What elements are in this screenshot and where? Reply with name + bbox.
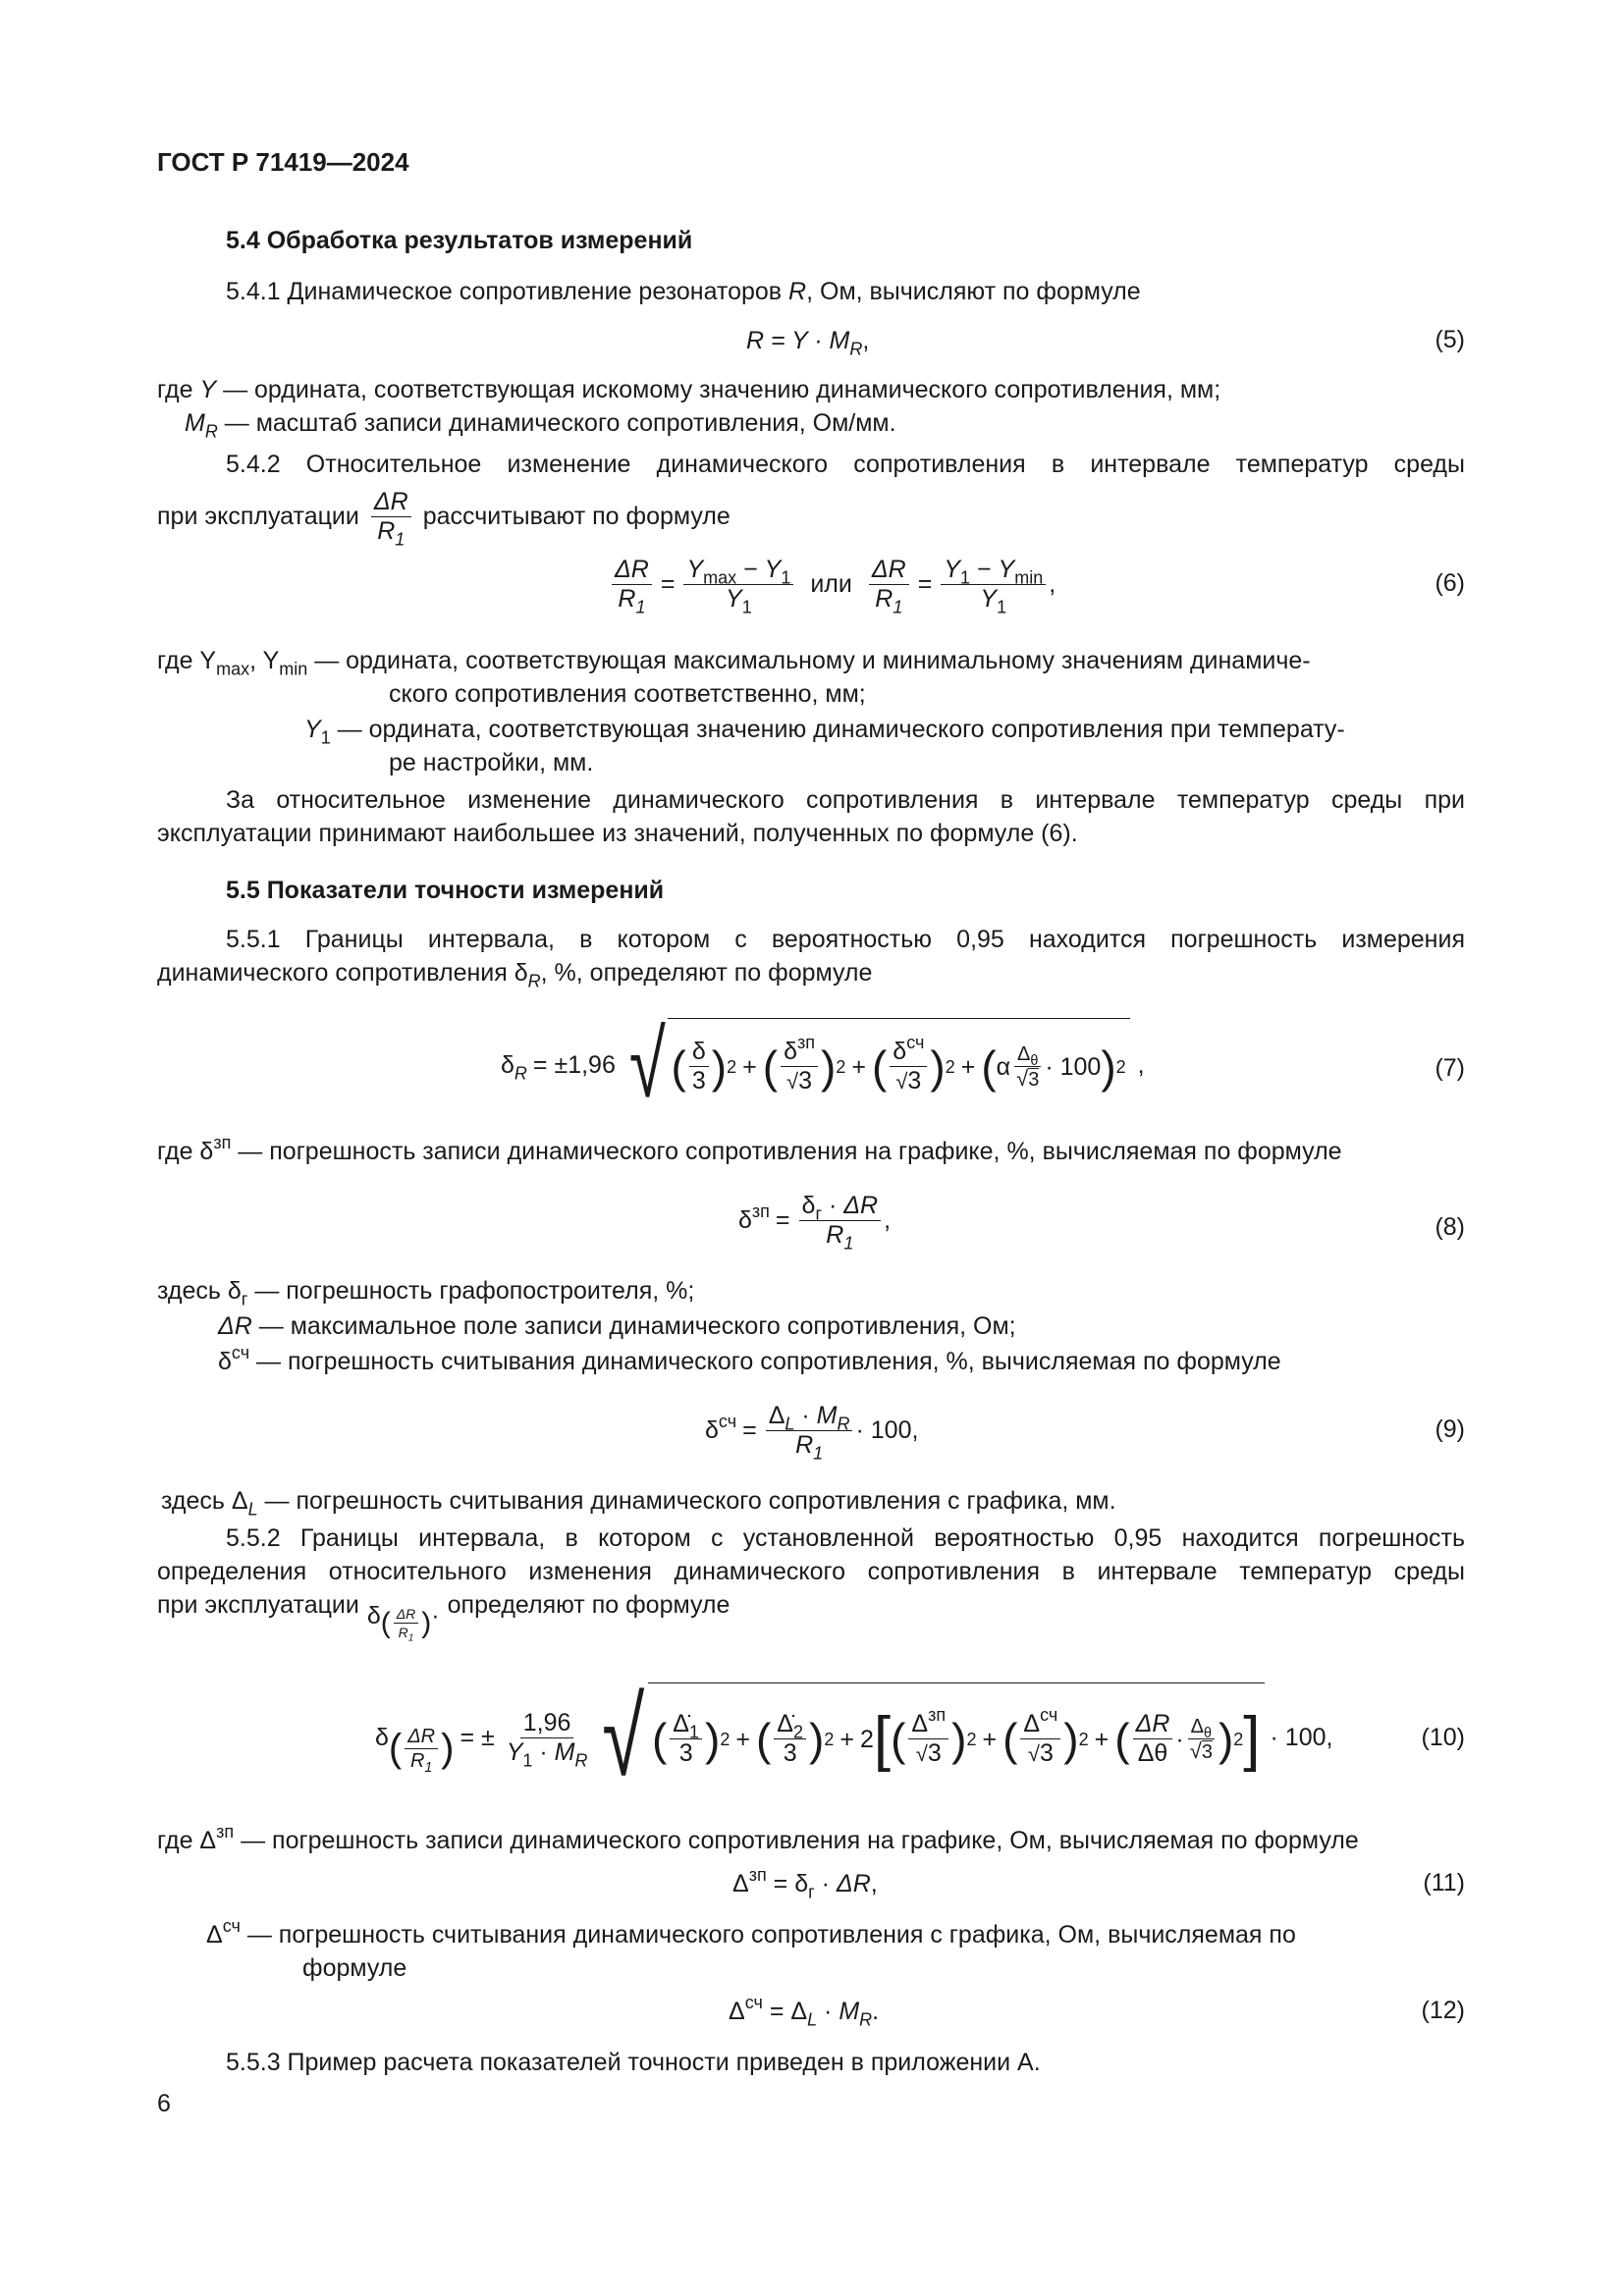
para-5-5-2-line2: определения относительного изменения динамического сопротивления в интервале температур среды (157, 1558, 1465, 1585)
para-5-4-2-line1: 5.4.2 Относительное изменение динамического сопротивления в интервале температур среды (226, 451, 1465, 478)
here-9-dl: здесь $\Delta_L$ — погрешность считывания динамического сопротивления с графика, мм. (161, 1487, 1116, 1520)
where-6-ymax-line1: где $Y_{max}$, $Y_{min}$ — ордината, соответствующая максимальному и минимальному значениям динамиче- (157, 647, 1311, 679)
page-number: 6 (157, 2090, 171, 2117)
where-6-y1-line2: ре настройки, мм. (389, 749, 594, 776)
where-7-dzp: где $\delta^{зп}$ — погрешность записи динамического сопротивления на графике, %, вычисляемая по формуле (157, 1133, 1342, 1165)
where-10-dsch-line1: $\Delta^{сч}$ — погрешность считывания динамического сопротивления с графика, Ом, вычисляемая по (206, 1916, 1296, 1949)
formula-5: $R = Y \cdot M_R$, (746, 327, 870, 359)
para-5-4-1: 5.4.1 Динамическое сопротивление резонаторов R, Ом, вычисляют по формуле (226, 278, 1141, 305)
para-5-5-2-line1: 5.5.2 Границы интервала, в котором с установленной вероятностью 0,95 находится погрешность (226, 1524, 1465, 1552)
para-5-4-2-line2: при эксплуатации $\frac{\Delta R}{R_1}$ рассчитывают по формуле (157, 487, 731, 549)
doc-header-code: ГОСТ Р 71419—2024 (157, 147, 409, 177)
where-6-y1-line1: $Y_1$ — ордината, соответствующая значению динамического сопротивления при температу- (304, 716, 1345, 748)
where-5-y: где Y — ордината, соответствующая искомому значению динамического сопротивления, мм; (157, 376, 1221, 403)
para-5-5-3: 5.5.3 Пример расчета показателей точности приведен в приложении А. (226, 2049, 1041, 2076)
section-5-5-title: 5.5 Показатели точности измерений (226, 877, 665, 904)
para-za-line2: эксплуатации принимают наибольшее из значений, полученных по формуле (6). (157, 820, 1078, 847)
para-5-5-1-line2: динамического сопротивления $\delta_R$, %, определяют по формуле (157, 959, 873, 991)
formula-11: $\Delta^{зп} = \delta_г \cdot \Delta R$, (732, 1865, 878, 1902)
formula-9-number: (9) (1435, 1415, 1465, 1443)
formula-5-number: (5) (1435, 326, 1465, 353)
para-5-5-2-line3: при эксплуатации δ ( $\frac{\Delta R}{R_1}$ ) · определяют по формуле (157, 1591, 731, 1644)
formula-11-number: (11) (1423, 1869, 1465, 1896)
section-5-4-title: 5.4 Обработка результатов измерений (226, 227, 693, 254)
where-10-dsch-line2: формуле (302, 1954, 407, 1982)
frac-dr-r1: $\frac{\Delta R}{R_1}$ (371, 489, 411, 545)
formula-10-number: (10) (1421, 1724, 1465, 1751)
para-za-line1: За относительное изменение динамического сопротивления в интервале температур среды при (226, 786, 1465, 814)
where-5-mr: $M_R$ — масштаб записи динамического сопротивления, Ом/мм. (185, 409, 896, 442)
where-6-ymax-line2: ского сопротивления соответственно, мм; (389, 680, 866, 708)
formula-8: $\delta^{зп}$ = $\frac{\delta_г \cdot \Delta R}{R_1}$ , (738, 1191, 892, 1253)
formula-7-number: (7) (1435, 1054, 1465, 1082)
formula-9: $\delta^{сч}$ = $\frac{\Delta_L \cdot M_R}{R_1}$ · 100, (705, 1401, 919, 1463)
here-8-dg: здесь $\delta_г$ — погрешность графопостроителя, %; (157, 1277, 695, 1309)
formula-10: δ ( $\frac{\Delta R}{R_1}$ ) = ± $\frac{1,96}{Y_1 \cdot M_R}$ √ ( $\frac{\Deltȧ_1}{3}$ ) 2 + ( $\frac{\Deltȧ_2}{3}$ ) 2 + 2 [ ( $\frac{\Delta^{зп}}{√3}$ ) 2 + ( $\frac{\Delta^{сч}}{√3}$ ) 2 + ( $\frac{\Delta R}{\Delta\theta}$ · $\frac{\Delta_\theta}{√3}$ ) 2 ] · 100, (375, 1676, 1333, 1798)
where-10-dzp: где $\Delta^{зп}$ — погрешность записи динамического сопротивления на графике, Ом, вычисляемая по формуле (157, 1822, 1359, 1854)
formula-12-number: (12) (1421, 1997, 1465, 2024)
here-8-dsch: $\delta^{сч}$ — погрешность считывания динамического сопротивления, %, вычисляемая по формуле (218, 1343, 1281, 1375)
formula-6-number: (6) (1435, 569, 1465, 597)
here-8-dr: ΔR — максимальное поле записи динамического сопротивления, Ом; (218, 1312, 1016, 1340)
formula-12: $\Delta^{сч} = \Delta_L \cdot M_R$. (729, 1993, 880, 2030)
formula-6: $\frac{\Delta R}{R_1}$ = $\frac{Y_{max} - Y_1}{Y_1}$ или $\frac{\Delta R}{R_1}$ = $\frac{Y_1 - Y_{min}}{Y_1}$ , (609, 550, 1056, 618)
formula-8-number: (8) (1435, 1213, 1465, 1241)
formula-7: $\delta_R$ = ±1,96 √ ( $\frac{\delta}{3}$ ) 2 + ( $\frac{\delta^{зп}}{√3}$ ) 2 + ( $\frac{\delta^{сч}}{√3}$ ) 2 + ( α $\frac{\Delta_\theta}{√3}$ · 100 ) 2 , (501, 1012, 1145, 1117)
para-5-5-1-line1: 5.5.1 Границы интервала, в котором с вероятностью 0,95 находится погрешность измерения (226, 926, 1465, 953)
